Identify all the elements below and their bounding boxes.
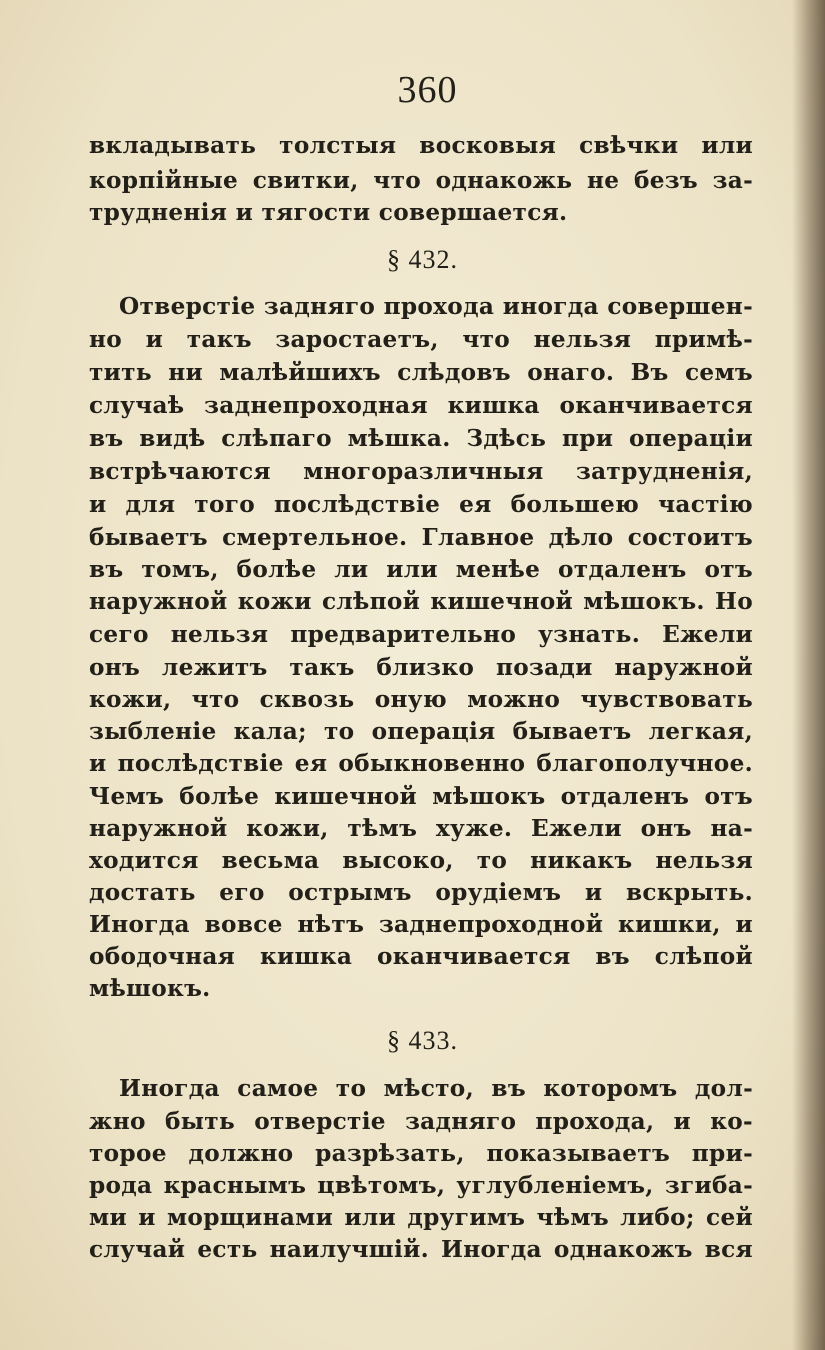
paragraph-line: въ видѣ слѣпаго мѣшка. Здѣсь при операціи: [89, 425, 753, 452]
intro-line: вкладывать толстыя восковыя свѣчки или: [89, 132, 753, 159]
paragraph-line: Чемъ болѣе кишечной мѣшокъ отдаленъ отъ: [89, 783, 753, 810]
intro-line: корпійные свитки, что однакожь не безъ за-: [89, 167, 753, 194]
paragraph-line: въ томъ, болѣе ли или менѣе отдаленъ отъ: [89, 556, 753, 583]
page-number: 360: [397, 69, 458, 111]
paragraph-line: кожи, что сквозь оную можно чувствовать: [89, 686, 753, 713]
paragraph-line: Иногда вовсе нѣтъ заднепроходной кишки, и: [89, 911, 753, 938]
paragraph-line: наружной кожи слѣпой кишечной мѣшокъ. Но: [89, 588, 753, 615]
paragraph-line: достать его острымъ орудіемъ и вскрыть.: [89, 879, 753, 906]
paragraph-line: ми и морщинами или другимъ чѣмъ либо; сей: [89, 1204, 753, 1231]
paragraph-line: торое должно разрѣзать, показываетъ при-: [89, 1140, 753, 1167]
paragraph-line: наружной кожи, тѣмъ хуже. Ежели онъ на-: [89, 815, 753, 842]
section-heading-432: § 432.: [387, 245, 458, 274]
paragraph-line: Иногда самое то мѣсто, въ которомъ дол-: [119, 1075, 753, 1102]
paragraph-line: но и такъ заростаетъ, что нельзя примѣ-: [89, 326, 753, 353]
paragraph-line: сего нельзя предварительно узнать. Ежели: [89, 621, 753, 648]
paragraph-line: рода краснымъ цвѣтомъ, углубленіемъ, згиба-: [89, 1172, 753, 1199]
paragraph-line: случай есть наилучшій. Иногда однакожъ вся: [89, 1236, 753, 1263]
paragraph-line: случаѣ заднепроходная кишка оканчивается: [89, 392, 753, 419]
paragraph-line: тить ни малѣйшихъ слѣдовъ онаго. Въ семъ: [89, 359, 753, 386]
paragraph-line: ободочная кишка оканчивается въ слѣпой: [89, 943, 753, 970]
paragraph-line: зыбленіе кала; то операція бываетъ легкая,: [89, 718, 753, 745]
paragraph-line: жно быть отверстіе задняго прохода, и ко-: [89, 1108, 753, 1135]
paragraph-line: мѣшокъ.: [89, 975, 211, 1002]
paragraph-line: Отверстіе задняго прохода иногда совершен-: [119, 293, 753, 320]
section-heading-433: § 433.: [387, 1026, 458, 1055]
paragraph-line: и послѣдствіе ея обыкновенно благополучное.: [89, 750, 753, 777]
paragraph-line: бываетъ смертельное. Главное дѣло состоитъ: [89, 524, 753, 551]
paragraph-line: ходится весьма высоко, то никакъ нельзя: [89, 847, 753, 874]
paragraph-line: и для того послѣдствіе ея большею частію: [89, 491, 753, 518]
paragraph-line: встрѣчаются многоразличныя затрудненія,: [89, 458, 753, 485]
intro-line: трудненія и тягости совершается.: [89, 199, 568, 226]
paragraph-line: онъ лежитъ такъ близко позади наружной: [89, 654, 753, 681]
